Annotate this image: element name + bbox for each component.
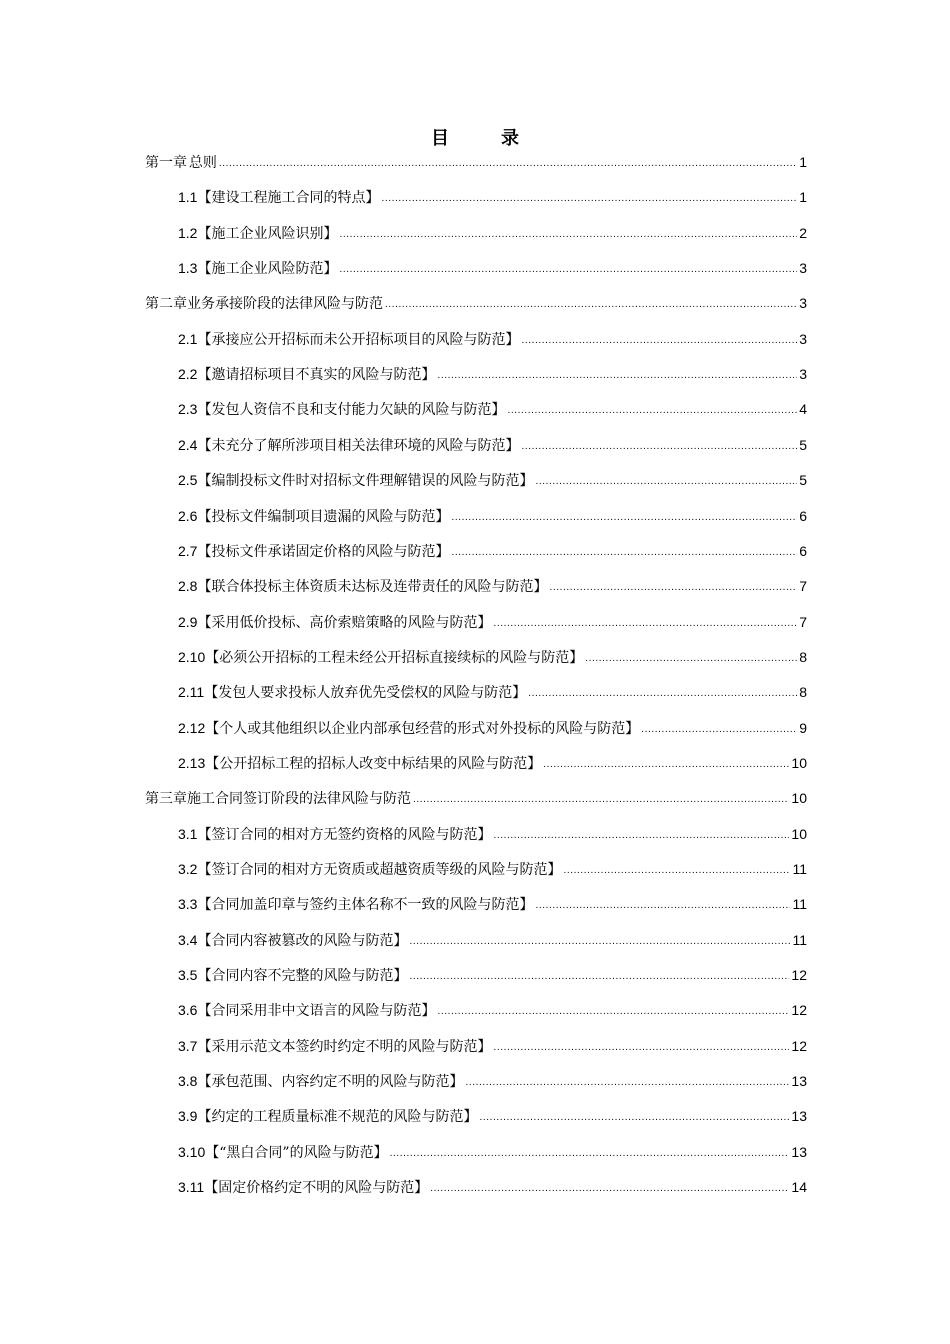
toc-page-number: 6 bbox=[799, 507, 807, 524]
toc-page-number: 6 bbox=[799, 542, 807, 559]
toc-entry-number: 第一章 bbox=[145, 155, 187, 171]
toc-entry-number: 2.8 bbox=[178, 578, 198, 595]
toc-section-entry[interactable] bbox=[178, 857, 807, 881]
toc-entry-text: 【承接应公开招标而未公开招标项目的风险与防范】 bbox=[197, 331, 520, 348]
toc-section-entry[interactable] bbox=[178, 362, 807, 386]
toc-entry-number: 3.10 bbox=[178, 1143, 206, 1160]
toc-dot-leader bbox=[413, 788, 789, 812]
toc-page-number: 11 bbox=[792, 931, 807, 948]
toc-dot-leader bbox=[535, 894, 790, 918]
toc-entry-text: 【“黑白合同”的风险与防范】 bbox=[205, 1144, 388, 1161]
toc-page-number: 13 bbox=[791, 1073, 807, 1090]
toc-title-second: 录 bbox=[501, 128, 519, 149]
toc-dot-leader bbox=[543, 753, 789, 777]
toc-page-number: 10 bbox=[791, 754, 807, 771]
toc-dot-leader bbox=[585, 647, 797, 671]
toc-page-number: 10 bbox=[791, 825, 807, 842]
toc-chapter-entry[interactable] bbox=[145, 786, 807, 810]
toc-entry-text: 【未充分了解所涉项目相关法律环境的风险与防范】 bbox=[197, 437, 520, 454]
toc-section-entry[interactable] bbox=[178, 574, 807, 598]
toc-dot-leader bbox=[549, 576, 797, 600]
toc-entry-number: 2.7 bbox=[178, 542, 198, 559]
toc-dot-leader bbox=[507, 399, 797, 423]
toc-page-number: 14 bbox=[791, 1179, 807, 1196]
toc-dot-leader bbox=[219, 152, 797, 176]
toc-section-entry[interactable] bbox=[178, 1069, 807, 1093]
toc-page-number: 10 bbox=[791, 790, 807, 807]
toc-dot-leader bbox=[493, 1036, 789, 1060]
toc-page-number: 1 bbox=[799, 154, 807, 170]
toc-entry-text: 【投标文件承诺固定价格的风险与防范】 bbox=[197, 543, 450, 560]
toc-entry-number: 3.1 bbox=[178, 825, 198, 842]
toc-dot-leader bbox=[430, 1177, 789, 1201]
toc-entry-number: 1.3 bbox=[178, 260, 198, 277]
toc-entry-number: 2.5 bbox=[178, 472, 198, 489]
toc-dot-leader bbox=[385, 293, 797, 317]
toc-dot-leader bbox=[339, 223, 797, 247]
toc-dot-leader bbox=[339, 258, 797, 282]
toc-page-number: 3 bbox=[799, 295, 807, 312]
toc-page-number: 5 bbox=[799, 472, 807, 489]
toc-section-entry[interactable] bbox=[178, 327, 807, 351]
toc-entry-text: 【必须公开招标的工程未经公开招标直接续标的风险与防范】 bbox=[205, 649, 584, 666]
toc-section-entry[interactable] bbox=[178, 185, 807, 209]
toc-section-entry[interactable] bbox=[178, 1104, 807, 1128]
toc-section-entry[interactable] bbox=[178, 1034, 807, 1058]
toc-page-number: 13 bbox=[791, 1108, 807, 1125]
toc-dot-leader bbox=[451, 541, 797, 565]
toc-section-entry[interactable] bbox=[178, 397, 807, 421]
toc-entry-text: 【编制投标文件时对招标文件理解错误的风险与防范】 bbox=[197, 473, 534, 490]
toc-entry-number: 2.3 bbox=[178, 401, 198, 418]
toc-entry-text: 【公开招标工程的招标人改变中标结果的风险与防范】 bbox=[205, 755, 542, 772]
toc-page-number: 12 bbox=[791, 967, 807, 984]
toc-entry-number: 2.10 bbox=[178, 648, 206, 665]
toc-entry-number: 1.2 bbox=[178, 224, 198, 241]
toc-page-number: 5 bbox=[799, 436, 807, 453]
toc-entry-number: 3.11 bbox=[178, 1179, 205, 1196]
toc-chapter-entry[interactable] bbox=[145, 291, 807, 315]
toc-entry-text: 总则 bbox=[188, 155, 217, 171]
toc-page-number: 11 bbox=[792, 861, 807, 877]
toc-dot-leader bbox=[521, 329, 797, 353]
toc-dot-leader bbox=[521, 435, 797, 459]
toc-dot-leader bbox=[451, 506, 797, 530]
toc-entry-number: 3.5 bbox=[178, 967, 198, 984]
toc-page-number: 3 bbox=[799, 366, 807, 383]
toc-page-number: 8 bbox=[799, 648, 807, 665]
toc-page-number: 7 bbox=[799, 613, 807, 630]
toc-title-first: 目 bbox=[431, 128, 449, 149]
toc-page-number: 2 bbox=[799, 224, 807, 241]
toc-page-number: 12 bbox=[791, 1002, 807, 1019]
toc-dot-leader bbox=[493, 612, 797, 636]
toc-dot-leader bbox=[409, 965, 789, 989]
toc-entry-text: 【联合体投标主体资质未达标及连带责任的风险与防范】 bbox=[197, 579, 548, 596]
toc-entry-text: 【施工企业风险防范】 bbox=[197, 261, 338, 278]
toc-entry-number: 2.9 bbox=[178, 613, 198, 630]
toc-section-entry[interactable] bbox=[178, 716, 807, 740]
toc-chapter-entry[interactable] bbox=[145, 150, 807, 174]
toc-section-entry[interactable] bbox=[178, 610, 807, 634]
toc-entry-text: 【投标文件编制项目遗漏的风险与防范】 bbox=[197, 508, 450, 525]
toc-dot-leader bbox=[381, 187, 797, 211]
toc-dot-leader bbox=[479, 1106, 789, 1130]
toc-entry-number: 2.4 bbox=[178, 436, 198, 453]
toc-entry-number: 第三章 bbox=[145, 791, 187, 808]
toc-page-number: 12 bbox=[791, 1037, 807, 1054]
toc-page-number: 13 bbox=[791, 1143, 807, 1160]
toc-page-number: 8 bbox=[799, 684, 807, 701]
toc-page-number: 11 bbox=[792, 896, 807, 913]
toc-title bbox=[0, 124, 950, 150]
toc-section-entry[interactable] bbox=[178, 680, 807, 704]
toc-entry-text: 【合同内容被篡改的风险与防范】 bbox=[197, 932, 408, 949]
toc-dot-leader bbox=[493, 824, 789, 848]
toc-section-entry[interactable] bbox=[178, 751, 807, 775]
toc-entry-number: 3.6 bbox=[178, 1002, 198, 1019]
toc-entry-text: 【发包人资信不良和支付能力欠缺的风险与防范】 bbox=[197, 402, 506, 419]
toc-page-number: 1 bbox=[799, 189, 807, 206]
toc-section-entry[interactable] bbox=[178, 468, 807, 492]
toc-entry-text: 施工合同签订阶段的法律风险与防范 bbox=[187, 791, 411, 808]
toc-section-entry[interactable] bbox=[178, 892, 807, 916]
toc-entry-text: 【签订合同的相对方无签约资格的风险与防范】 bbox=[197, 826, 492, 843]
toc-entry-number: 第二章 bbox=[145, 296, 187, 313]
toc-dot-leader bbox=[563, 859, 790, 883]
toc-entry-text: 【约定的工程质量标准不规范的风险与防范】 bbox=[197, 1109, 478, 1126]
toc-dot-leader bbox=[390, 1142, 790, 1166]
toc-dot-leader bbox=[437, 1000, 789, 1024]
toc-dot-leader bbox=[437, 364, 797, 388]
toc-entry-number: 3.7 bbox=[178, 1037, 198, 1054]
toc-entry-number: 2.13 bbox=[178, 754, 206, 771]
toc-section-entry[interactable] bbox=[178, 998, 807, 1022]
toc-section-entry[interactable] bbox=[178, 221, 807, 245]
toc-entry-number: 2.1 bbox=[178, 330, 198, 347]
toc-entry-text: 业务承接阶段的法律风险与防范 bbox=[187, 296, 383, 313]
toc-entry-number: 3.9 bbox=[178, 1108, 198, 1125]
toc-page-number: 9 bbox=[799, 719, 807, 736]
toc-section-entry[interactable] bbox=[178, 928, 807, 952]
toc-page-number: 7 bbox=[799, 578, 807, 595]
toc-page-number: 4 bbox=[799, 401, 807, 418]
toc-entry-text: 【采用示范文本签约时约定不明的风险与防范】 bbox=[197, 1038, 492, 1055]
toc-section-entry[interactable] bbox=[178, 256, 807, 280]
toc-section-entry[interactable] bbox=[178, 504, 807, 528]
toc-dot-leader bbox=[409, 930, 790, 954]
toc-page-number: 3 bbox=[799, 260, 807, 277]
toc-dot-leader bbox=[641, 718, 797, 742]
toc-entry-text: 【签订合同的相对方无资质或超越资质等级的风险与防范】 bbox=[197, 862, 562, 878]
toc-entry-number: 2.11 bbox=[178, 684, 205, 701]
toc-dot-leader bbox=[535, 470, 797, 494]
toc-entry-number: 3.2 bbox=[178, 861, 198, 877]
toc-entry-number: 3.8 bbox=[178, 1073, 198, 1090]
toc-section-entry[interactable] bbox=[178, 1175, 807, 1199]
toc-entry-text: 【邀请招标项目不真实的风险与防范】 bbox=[197, 367, 436, 384]
toc-entry-text: 【发包人要求投标人放弃优先受偿权的风险与防范】 bbox=[204, 685, 527, 702]
toc-entry-text: 【建设工程施工合同的特点】 bbox=[197, 190, 380, 207]
toc-entry-number: 3.4 bbox=[178, 931, 198, 948]
toc-entry-text: 【合同采用非中文语言的风险与防范】 bbox=[197, 1003, 436, 1020]
toc-entry-number: 2.12 bbox=[178, 719, 206, 736]
toc-entry-number: 2.6 bbox=[178, 507, 198, 524]
toc-entry-text: 【合同加盖印章与签约主体名称不一致的风险与防范】 bbox=[197, 897, 534, 914]
toc-entry-text: 【固定价格约定不明的风险与防范】 bbox=[204, 1180, 429, 1197]
toc-dot-leader bbox=[465, 1071, 789, 1095]
toc-section-entry[interactable] bbox=[178, 822, 807, 846]
toc-entry-text: 【合同内容不完整的风险与防范】 bbox=[197, 968, 408, 985]
toc-section-entry[interactable] bbox=[178, 1140, 807, 1164]
toc-entry-number: 2.2 bbox=[178, 366, 198, 383]
toc-entry-text: 【承包范围、内容约定不明的风险与防范】 bbox=[197, 1074, 464, 1091]
toc-section-entry[interactable] bbox=[178, 539, 807, 563]
toc-page-number: 3 bbox=[799, 330, 807, 347]
toc-section-entry[interactable] bbox=[178, 645, 807, 669]
toc-entry-number: 3.3 bbox=[178, 896, 198, 913]
toc-section-entry[interactable] bbox=[178, 433, 807, 457]
toc-section-entry[interactable] bbox=[178, 963, 807, 987]
toc-entry-text: 【采用低价投标、高价索赔策略的风险与防范】 bbox=[197, 614, 492, 631]
toc-entry-text: 【个人或其他组织以企业内部承包经营的形式对外投标的风险与防范】 bbox=[205, 720, 640, 737]
toc-dot-leader bbox=[528, 682, 797, 706]
toc-entry-text: 【施工企业风险识别】 bbox=[197, 225, 338, 242]
toc-entry-number: 1.1 bbox=[178, 189, 198, 206]
